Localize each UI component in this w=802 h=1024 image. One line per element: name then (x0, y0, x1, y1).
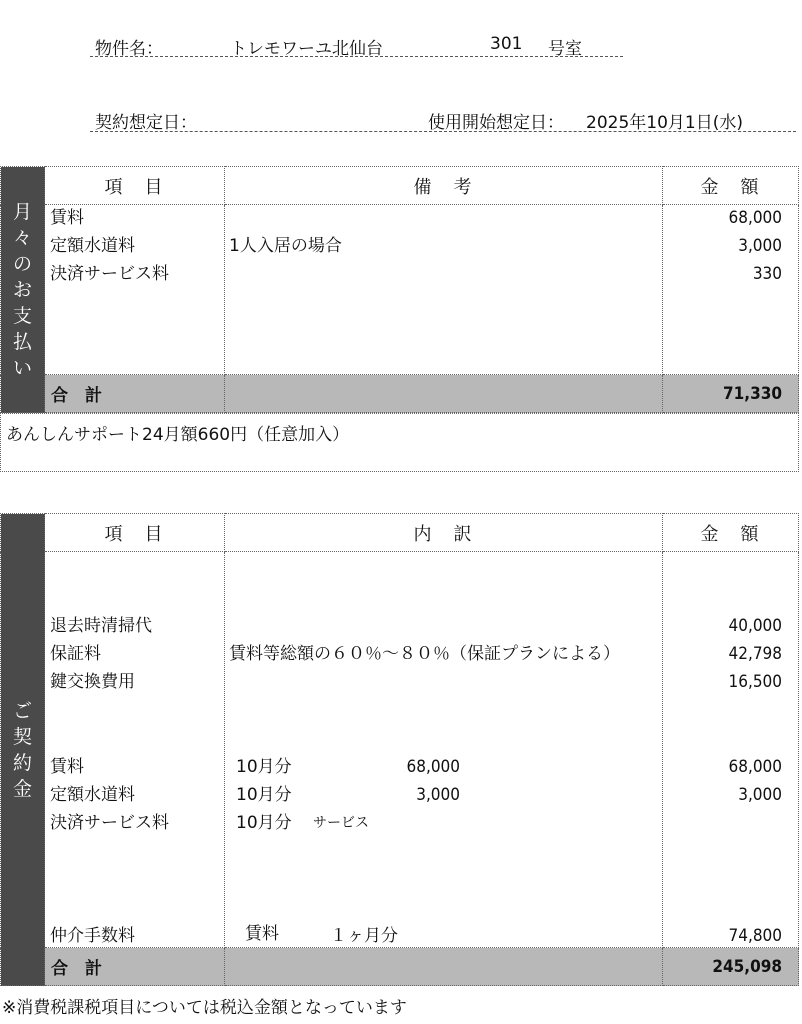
contract-row-detail: サービス (313, 815, 369, 831)
monthly-row-item: 決済サービス料 (50, 264, 169, 284)
monthly-col-note: 備 考 (225, 167, 663, 205)
monthly-row-amount: 68,000 (728, 208, 782, 228)
contract-date-label: 契約想定日： (95, 113, 197, 133)
monthly-row-note: 1人入居の場合 (229, 236, 342, 256)
contract-row-item: 退去時清掃代 (50, 616, 152, 636)
monthly-total-spacer (225, 375, 663, 413)
contract-row-item: 決済サービス料 (50, 813, 169, 833)
monthly-notes-cell (225, 205, 663, 375)
contract-row-item: 定額水道料 (50, 785, 135, 805)
contract-row-item: 保証料 (50, 644, 101, 664)
support-note: あんしんサポート24月額660円（任意加入） (6, 425, 350, 445)
monthly-side-label: 月 々 の お 支 払 い (1, 167, 45, 413)
room-suffix: 号室 (548, 39, 582, 59)
contract-row-amount: 42,798 (728, 644, 782, 664)
contract-total-amount: 245,098 (663, 948, 799, 986)
monthly-col-amount: 金 額 (663, 167, 799, 205)
date-underline (90, 131, 796, 132)
brokerage-amount: 74,800 (728, 926, 782, 946)
contract-table (0, 513, 799, 986)
contract-side-label: ご 契 約 金 (1, 514, 45, 986)
monthly-total-label: 合 計 (45, 375, 225, 413)
property-underline (90, 56, 623, 57)
contract-row-month: 10月分 (236, 757, 292, 777)
property-name: トレモワーユ北仙台 (230, 39, 383, 59)
contract-row-detail: 3,000 (416, 785, 460, 805)
brokerage-item: 仲介手数料 (50, 926, 135, 946)
contract-col-amount: 金 額 (663, 514, 799, 552)
contract-row-amount: 16,500 (728, 672, 782, 692)
contract-total-label: 合 計 (45, 948, 225, 986)
monthly-total-amount: 71,330 (663, 375, 799, 413)
contract-notes-cell (225, 552, 663, 948)
contract-row-item: 鍵交換費用 (50, 672, 135, 692)
room-number: 301 (490, 34, 523, 54)
contract-row-amount: 3,000 (738, 785, 782, 805)
monthly-row-amount: 3,000 (738, 236, 782, 256)
support-note-box (0, 413, 799, 472)
start-date-label: 使用開始想定日： (428, 113, 564, 133)
contract-amounts-cell (663, 552, 799, 948)
property-label: 物件名： (95, 39, 163, 59)
monthly-row-amount: 330 (752, 264, 782, 284)
contract-row-item: 賃料 (50, 757, 84, 777)
start-date-value: 2025年10月1日(水) (586, 113, 743, 133)
contract-items-cell (45, 552, 225, 948)
brokerage-note-a: 賃料 (245, 924, 279, 944)
contract-row-month: 10月分 (236, 785, 292, 805)
contract-col-item: 項 目 (45, 514, 225, 552)
monthly-row-item: 賃料 (50, 208, 84, 228)
contract-row-note: 賃料等総額の６０％～８０％（保証プランによる） (229, 644, 620, 664)
monthly-col-item: 項 目 (45, 167, 225, 205)
brokerage-note-b: １ヶ月分 (330, 926, 398, 946)
contract-row-month: 10月分 (236, 813, 292, 833)
contract-row-detail: 68,000 (406, 757, 460, 777)
footer-note: ※消費税課税項目については税込金額となっています (2, 998, 407, 1018)
monthly-row-item: 定額水道料 (50, 236, 135, 256)
contract-row-amount: 40,000 (728, 616, 782, 636)
contract-total-spacer (225, 948, 663, 986)
contract-row-amount: 68,000 (728, 757, 782, 777)
contract-col-note: 内 訳 (225, 514, 663, 552)
